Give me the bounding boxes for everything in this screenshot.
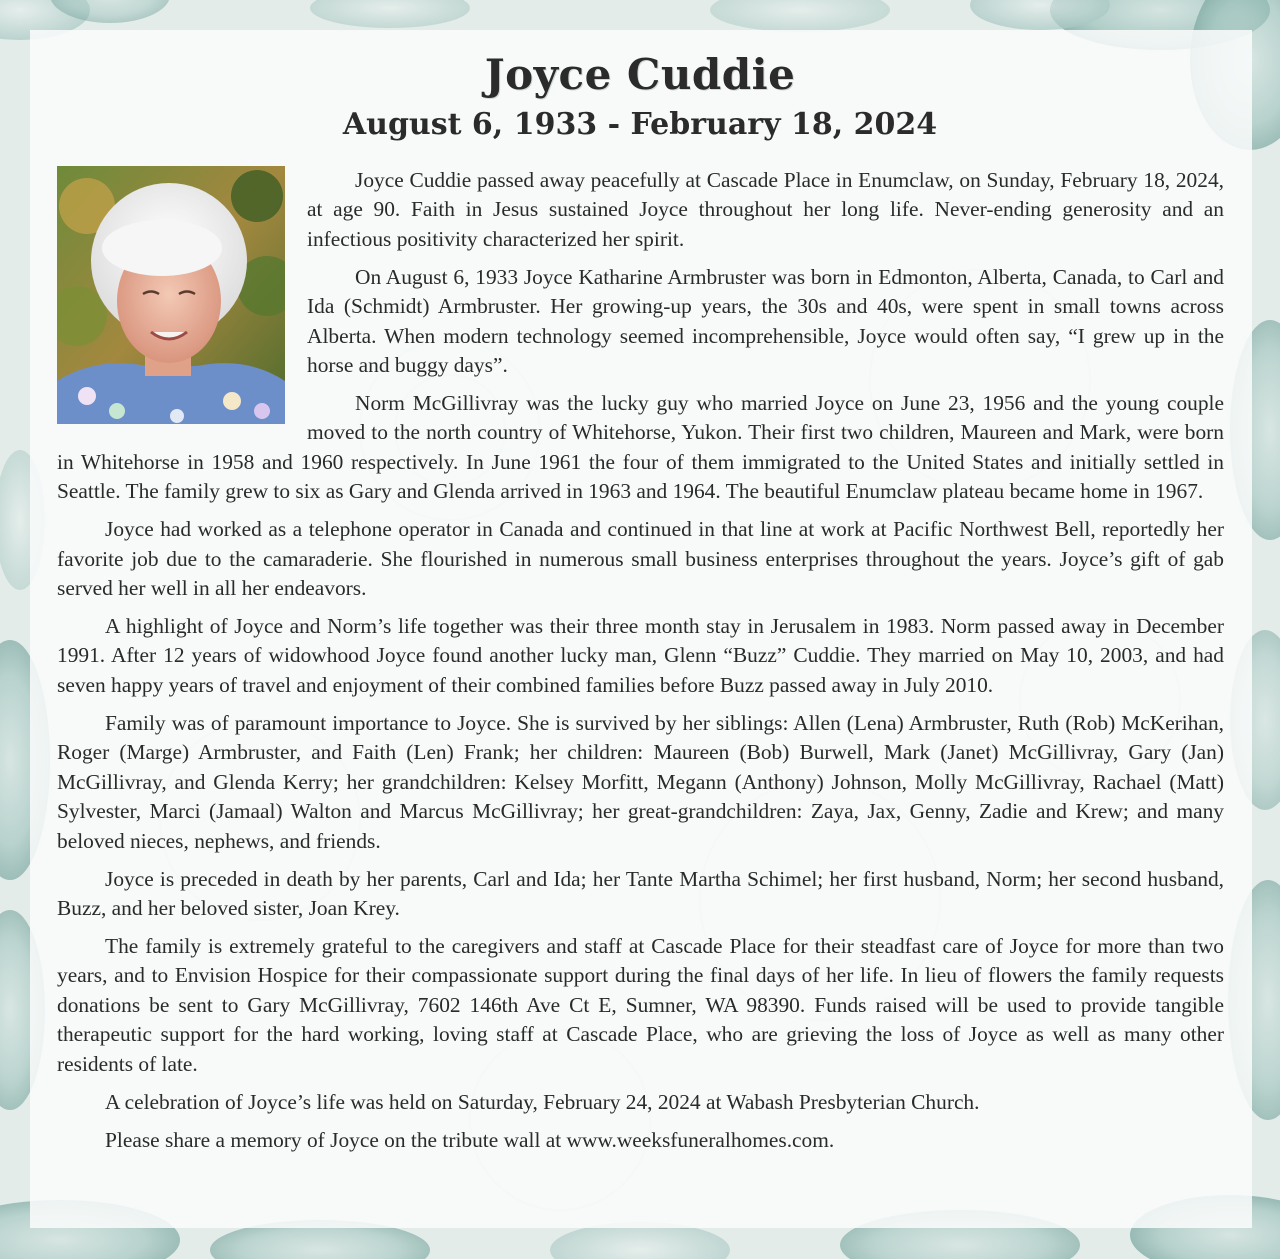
paragraph-8: The family is extremely grateful to the caregivers and staff at Cascade Place for their steadfast care of Joyce for more than two years, and to Envision Hospice for their compassionate support during the final days of her life. In lieu of flowers the family requests donations be sent to Gary McGillivray, 7602 146th Ave Ct E, Sumner, WA 98390. Funds raised will be used to provide tangible therapeutic support for the hard working, loving staff at Cascade Place, who are grieving the loss of Joyce as well as many other residents of late.: [57, 933, 1224, 1076]
paragraph-7: Joyce is preceded in death by her parents, Carl and Ida; her Tante Martha Schimel; her first husband, Norm; her second husband, Buzz, and her beloved sister, Joan Krey.: [57, 866, 1224, 920]
paragraph-10: Please share a memory of Joyce on the tribute wall at www.weeksfuneralhomes.com.: [105, 1127, 835, 1152]
obituary-dates: August 6, 1933 - February 18, 2024: [342, 107, 938, 142]
paragraph-5: A highlight of Joyce and Norm’s life together was their three month stay in Jerusalem in 1983. Norm passed away in December 1991. After 12 years of widowhood Joyce found another lucky man, Glenn “Buzz” Cuddie. They married on May 10, 2003, and had seven happy years of travel and enjoyment of their combined families before Buzz passed away in July 2010.: [57, 614, 1224, 697]
paragraph-6: Family was of paramount importance to Joyce. She is survived by her siblings: Allen (Lena) Armbruster, Ruth (Rob) McKerihan, Roger (Marge) Armbruster, and Faith (Len) Frank; her children: Maureen (Bob) Burwell, Mark (Janet) McGillivray, Gary (Jan) McGillivray, and Glenda Kerry; her grandchildren: Kelsey Morfitt, Megann (Anthony) Johnson, Molly McGillivray, Rachael (Matt) Sylvester, Marci (Jamaal) Walton and Marcus McGillivray; her great-grandchildren: Zaya, Jax, Genny, Zadie and Krew; and many beloved nieces, nephews, and friends.: [57, 710, 1224, 853]
paragraph-1: Joyce Cuddie passed away peacefully at Cascade Place in Enumclaw, on Sunday, February 18, 2024, at age 90. Faith in Jesus sustained Joyce throughout her long life. Never-ending generosity and an infectious positivity characterized her spirit.: [307, 168, 1224, 251]
paragraph-9: A celebration of Joyce’s life was held on Saturday, February 24, 2024 at Wabash Presbyterian Church.: [105, 1089, 980, 1114]
obituary-body: [57, 166, 1224, 1164]
obituary-name: Joyce Cuddie: [484, 50, 796, 99]
photo-spacer: [57, 166, 307, 428]
paragraph-4: Joyce had worked as a telephone operator in Canada and continued in that line at work at Pacific Northwest Bell, reportedly her favorite job due to the camaraderie. She flourished in numerous small business enterprises throughout the years. Joyce’s gift of gab served her well in all her endeavors.: [57, 517, 1224, 601]
paragraph-2: On August 6, 1933 Joyce Katharine Armbruster was born in Edmonton, Alberta, Canada, to Carl and Ida (Schmidt) Armbruster. Her growing-up years, the 30s and 40s, were spent in small towns across Alberta. When modern technology seemed incomprehensible, Joyce would often say, “I grew up in the horse and buggy days”.: [307, 264, 1224, 378]
paragraph-3: Norm McGillivray was the lucky guy who married Joyce on June 23, 1956 and the young couple moved to the north country of Whitehorse, Yukon. Their first two children, Maureen and Mark, were born in Whitehorse in 1958 and 1960 respectively. In June 1961 the four of them immigrated to the United States and initially settled in Seattle. The family grew to six as Gary and Glenda arrived in 1963 and 1964. The beautiful Enumclaw plateau became home in 1967.: [57, 391, 1224, 504]
